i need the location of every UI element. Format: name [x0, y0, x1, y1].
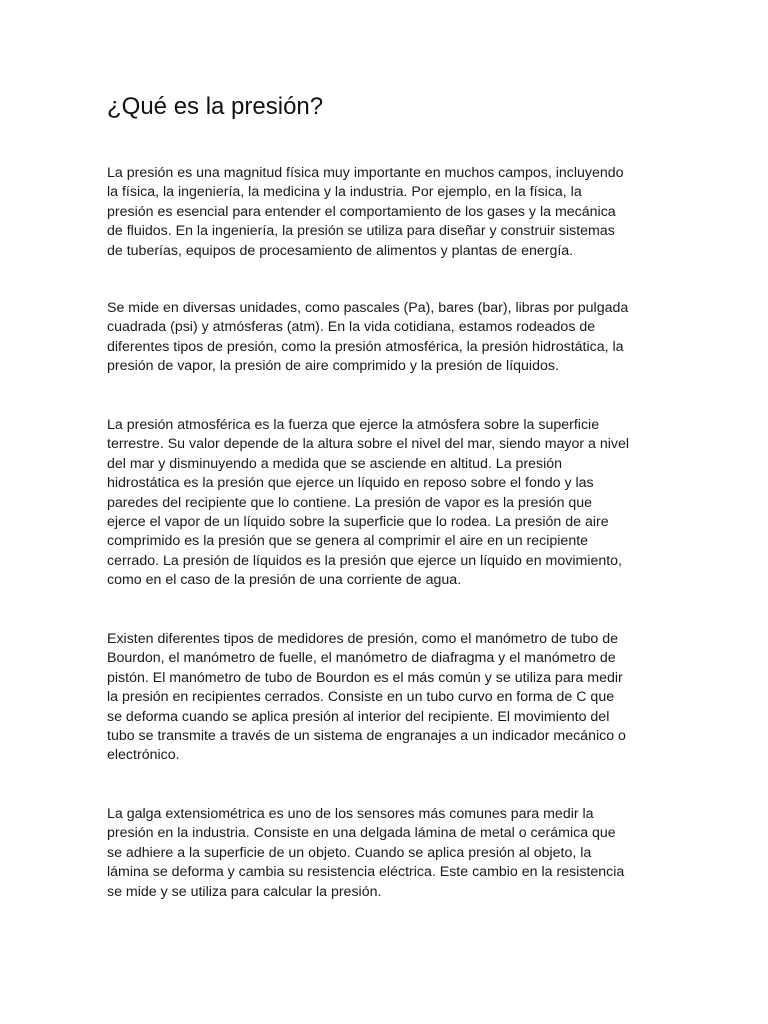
paragraph-line: La presión es una magnitud física muy importante en muchos campos, incluyendo — [107, 165, 624, 181]
paragraph-line: de tuberías, equipos de procesamiento de alimentos y plantas de energía. — [107, 242, 574, 259]
paragraph-line: Bourdon, el manómetro de fuelle, el manómetro de diafragma y el manómetro de — [107, 650, 616, 667]
paragraph-line: de fluidos. En la ingeniería, la presión se utiliza para diseñar y construir sistemas — [107, 223, 615, 240]
paragraph-line: paredes del recipiente que lo contiene. La presión de vapor es la presión que — [107, 494, 593, 511]
paragraph-line: Existen diferentes tipos de medidores de presión, como el manómetro de tubo de — [107, 631, 619, 647]
paragraph-line: La presión atmosférica es la fuerza que ejerce la atmósfera sobre la superficie — [107, 417, 600, 433]
paragraph-line: la física, la ingeniería, la medicina y la industria. Por ejemplo, en la física, la — [107, 184, 582, 201]
paragraph-line: se mide y se utiliza para calcular la presión. — [107, 883, 382, 900]
paragraph-line: la presión en recipientes cerrados. Consiste en un tubo curvo en forma de C que — [107, 689, 615, 706]
paragraph-line: cerrado. La presión de líquidos es la presión que ejerce un líquido en movimiento, — [107, 552, 623, 569]
paragraph-3 — [107, 416, 667, 591]
paragraph-line: como en el caso de la presión de una corriente de agua. — [107, 572, 462, 589]
paragraph-line: pistón. El manómetro de tubo de Bourdon es el más común y se utiliza para medir — [107, 669, 623, 686]
paragraph-line: se adhiere a la superficie de un objeto. Cuando se aplica presión al objeto, la — [107, 844, 592, 861]
paragraph-line: terrestre. Su valor depende de la altura sobre el nivel del mar, siendo mayor a nivel — [107, 436, 630, 453]
paragraph-line: electrónico. — [107, 747, 180, 764]
paragraph-line: se deforma cuando se aplica presión al interior del recipiente. El movimiento del — [107, 708, 610, 725]
paragraph-4 — [107, 630, 667, 766]
paragraph-line: La galga extensiométrica es uno de los sensores más comunes para medir la — [107, 806, 594, 822]
paragraph-line: presión de vapor, la presión de aire comprimido y la presión de líquidos. — [107, 358, 559, 375]
paragraph-line: ejerce el vapor de un líquido sobre la superficie que lo rodea. La presión de aire — [107, 514, 609, 531]
paragraph-line: hidrostática es la presión que ejerce un líquido en reposo sobre el fondo y las — [107, 475, 594, 492]
paragraph-line: presión en la industria. Consiste en una delgada lámina de metal o cerámica que — [107, 825, 616, 842]
paragraph-line: lámina se deforma y cambia su resistencia eléctrica. Este cambio en la resistencia — [107, 864, 625, 881]
paragraph-line: cuadrada (psi) y atmósferas (atm). En la vida cotidiana, estamos rodeados de — [107, 319, 596, 336]
page-title: ¿Qué es la presión? — [107, 93, 324, 120]
paragraph-line: diferentes tipos de presión, como la presión atmosférica, la presión hidrostática, la — [107, 338, 624, 355]
paragraph-5 — [107, 805, 667, 902]
paragraph-1 — [107, 164, 667, 261]
paragraph-line: presión es esencial para entender el comportamiento de los gases y la mecánica — [107, 203, 616, 220]
paragraph-line: comprimido es la presión que se genera al comprimir el aire en un recipiente — [107, 533, 589, 550]
paragraph-2 — [107, 299, 667, 377]
paragraph-line: tubo se transmite a través de un sistema de engranajes a un indicador mecánico o — [107, 728, 626, 745]
paragraph-line: Se mide en diversas unidades, como pascales (Pa), bares (bar), libras por pulgada — [107, 300, 629, 316]
paragraph-line: del mar y disminuyendo a medida que se asciende en altitud. La presión — [107, 455, 563, 472]
